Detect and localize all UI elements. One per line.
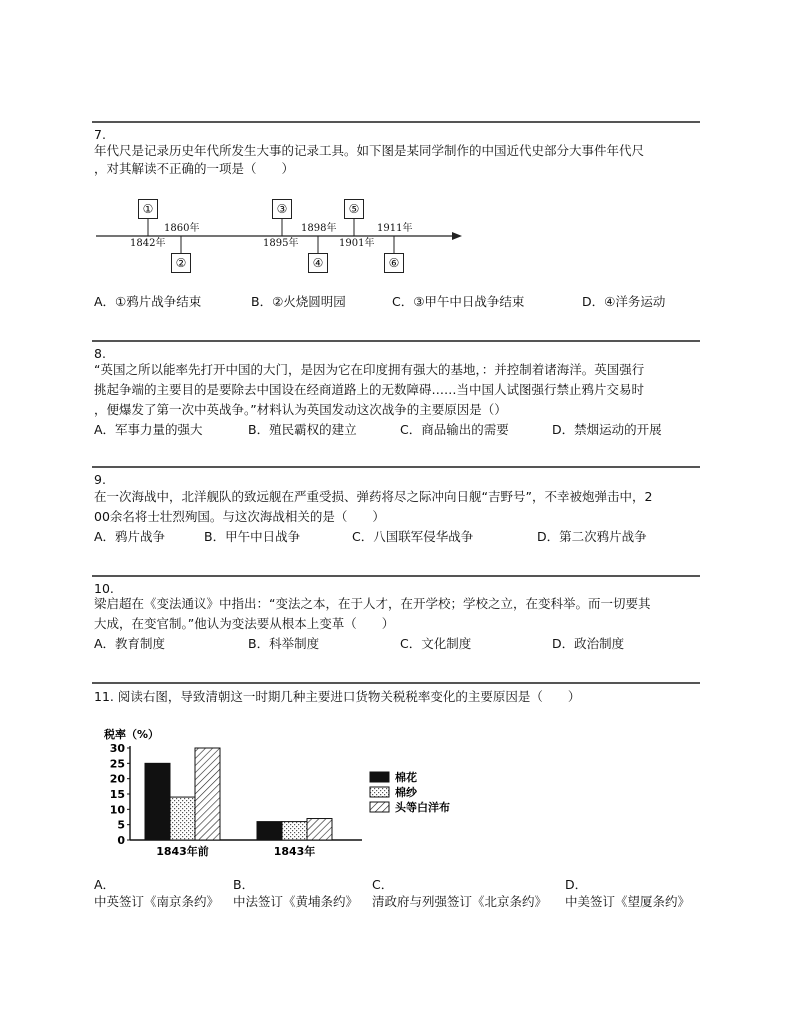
x-category-label: 1843年: [273, 845, 316, 858]
q7-number: 7.: [94, 127, 106, 142]
q8-stem-line1: “英国之所以能率先打开中国的大门，是因为它在印度拥有强大的基地，：并控制着诸海洋。英国强行: [94, 362, 645, 377]
timeline-year-1898: 1898年: [301, 223, 337, 234]
q11-option-d-text[interactable]: 中美签订《望厦条约》: [565, 894, 691, 909]
y-tick-label: 0: [117, 834, 125, 847]
q9-stem-line2: 00余名将士壮烈殉国。与这次海战相关的是（ ）: [94, 509, 385, 524]
q11-option-b-letter[interactable]: B．: [233, 877, 255, 892]
legend-label: 棉纱: [395, 786, 417, 799]
q11-stem: 11. 阅读右图，导致清朝这一时期几种主要进口货物关税税率变化的主要原因是（ ）: [94, 689, 581, 704]
q9-option-d[interactable]: D．第二次鸦片战争: [537, 529, 647, 544]
separator-q11: [92, 682, 700, 684]
timeline-year-1895: 1895年: [263, 238, 299, 249]
q9-option-b[interactable]: B．甲午中日战争: [204, 529, 301, 544]
y-tick-label: 5: [117, 818, 125, 832]
timeline-box-6: ⑥: [384, 253, 404, 273]
q8-number: 8.: [94, 346, 106, 361]
timeline-year-1911: 1911年: [377, 223, 413, 234]
q11-option-d-letter[interactable]: D．: [565, 877, 588, 892]
q10-number: 10.: [94, 581, 114, 596]
bar-棉花-1843年: [257, 822, 282, 840]
legend-swatch-棉花: [370, 772, 389, 782]
tariff-bar-chart: [100, 726, 520, 862]
q8-stem-line2: 挑起争端的主要目的是要除去中国设在经商道路上的无数障碍……当中国人试图强行禁止鸦片交易时: [94, 382, 645, 397]
legend-label: 头等白洋布: [395, 801, 450, 814]
legend-swatch-头等白洋布: [370, 802, 389, 812]
y-tick-label: 30: [109, 742, 125, 755]
timeline-year-1842: 1842年: [130, 238, 166, 249]
q9-option-c[interactable]: C．八国联军侵华战争: [352, 529, 474, 544]
timeline-box-1: ①: [138, 199, 158, 219]
q11-option-b-text[interactable]: 中法签订《黄埔条约》: [233, 894, 359, 909]
q10-option-d[interactable]: D．政治制度: [552, 636, 625, 651]
q10-option-c[interactable]: C．文化制度: [400, 636, 472, 651]
q7-option-d[interactable]: D．④洋务运动: [582, 294, 666, 309]
q11-option-c-text[interactable]: 清政府与列强签订《北京条约》: [372, 894, 548, 909]
x-category-label: 1843年前: [156, 845, 209, 858]
q9-stem-line1: 在一次海战中，北洋舰队的致远舰在严重受损、弹药将尽之际冲向日舰“吉野号”，不幸被炮弹击中，2: [94, 489, 653, 504]
q7-stem-line2: ，对其解读不正确的一项是（ ）: [94, 161, 295, 176]
bar-棉花-1843年前: [145, 763, 170, 840]
q8-option-c[interactable]: C．商品输出的需要: [400, 422, 509, 437]
timeline-box-3: ③: [272, 199, 292, 219]
q10-option-b[interactable]: B．科举制度: [248, 636, 320, 651]
q8-option-a[interactable]: A．军事力量的强大: [94, 422, 203, 437]
y-tick-label: 15: [109, 788, 125, 801]
bar-头等白洋布-1843年: [307, 819, 332, 840]
timeline-year-1860: 1860年: [164, 223, 200, 234]
separator-q10: [92, 575, 700, 577]
chart-ylabel: 税率（%）: [104, 728, 160, 741]
legend-label: 棉花: [395, 771, 417, 784]
tariff-chart-svg: [100, 726, 520, 862]
q7-stem-line1: 年代尺是记录历史年代所发生大事的记录工具。如下图是某同学制作的中国近代史部分大事件年代尺: [94, 143, 645, 158]
y-tick-label: 20: [109, 772, 125, 786]
q10-stem-line2: 大成，在变官制。”他认为变法要从根本上变革（ ）: [94, 616, 395, 631]
q7-option-c[interactable]: C．③甲午中日战争结束: [392, 294, 525, 309]
q8-option-d[interactable]: D．禁烟运动的开展: [552, 422, 662, 437]
q7-option-a[interactable]: A．①鸦片战争结束: [94, 294, 202, 309]
bar-棉纱-1843年: [282, 822, 307, 840]
separator-q7: [92, 121, 700, 123]
q10-stem-line1: 梁启超在《变法通议》中指出：“变法之本，在于人才，在开学校；学校之立，在变科举。而一切要其: [94, 596, 651, 611]
q11-option-c-letter[interactable]: C．: [372, 877, 394, 892]
q10-option-a[interactable]: A．教育制度: [94, 636, 166, 651]
q8-option-b[interactable]: B．殖民霸权的建立: [248, 422, 357, 437]
separator-q8: [92, 340, 700, 342]
q11-option-a-text[interactable]: 中英签订《南京条约》: [94, 894, 220, 909]
timeline-box-5: ⑤: [344, 199, 364, 219]
timeline-box-4: ④: [308, 253, 328, 273]
legend-swatch-棉纱: [370, 787, 389, 797]
y-tick-label: 10: [109, 803, 125, 817]
timeline-box-2: ②: [171, 253, 191, 273]
q9-option-a[interactable]: A．鸦片战争: [94, 529, 166, 544]
timeline-year-1901: 1901年: [339, 238, 375, 249]
bar-棉纱-1843年前: [170, 797, 195, 840]
q7-option-b[interactable]: B．②火烧圆明园: [251, 294, 346, 309]
q8-stem-line3: ，便爆发了第一次中英战争。”材料认为英国发动这次战争的主要原因是（）: [94, 402, 507, 417]
bar-头等白洋布-1843年前: [195, 748, 220, 840]
q9-number: 9.: [94, 472, 106, 487]
y-tick-label: 25: [109, 757, 125, 771]
separator-q9: [92, 466, 700, 468]
q11-option-a-letter[interactable]: A．: [94, 877, 116, 892]
q7-timeline: [96, 195, 476, 275]
